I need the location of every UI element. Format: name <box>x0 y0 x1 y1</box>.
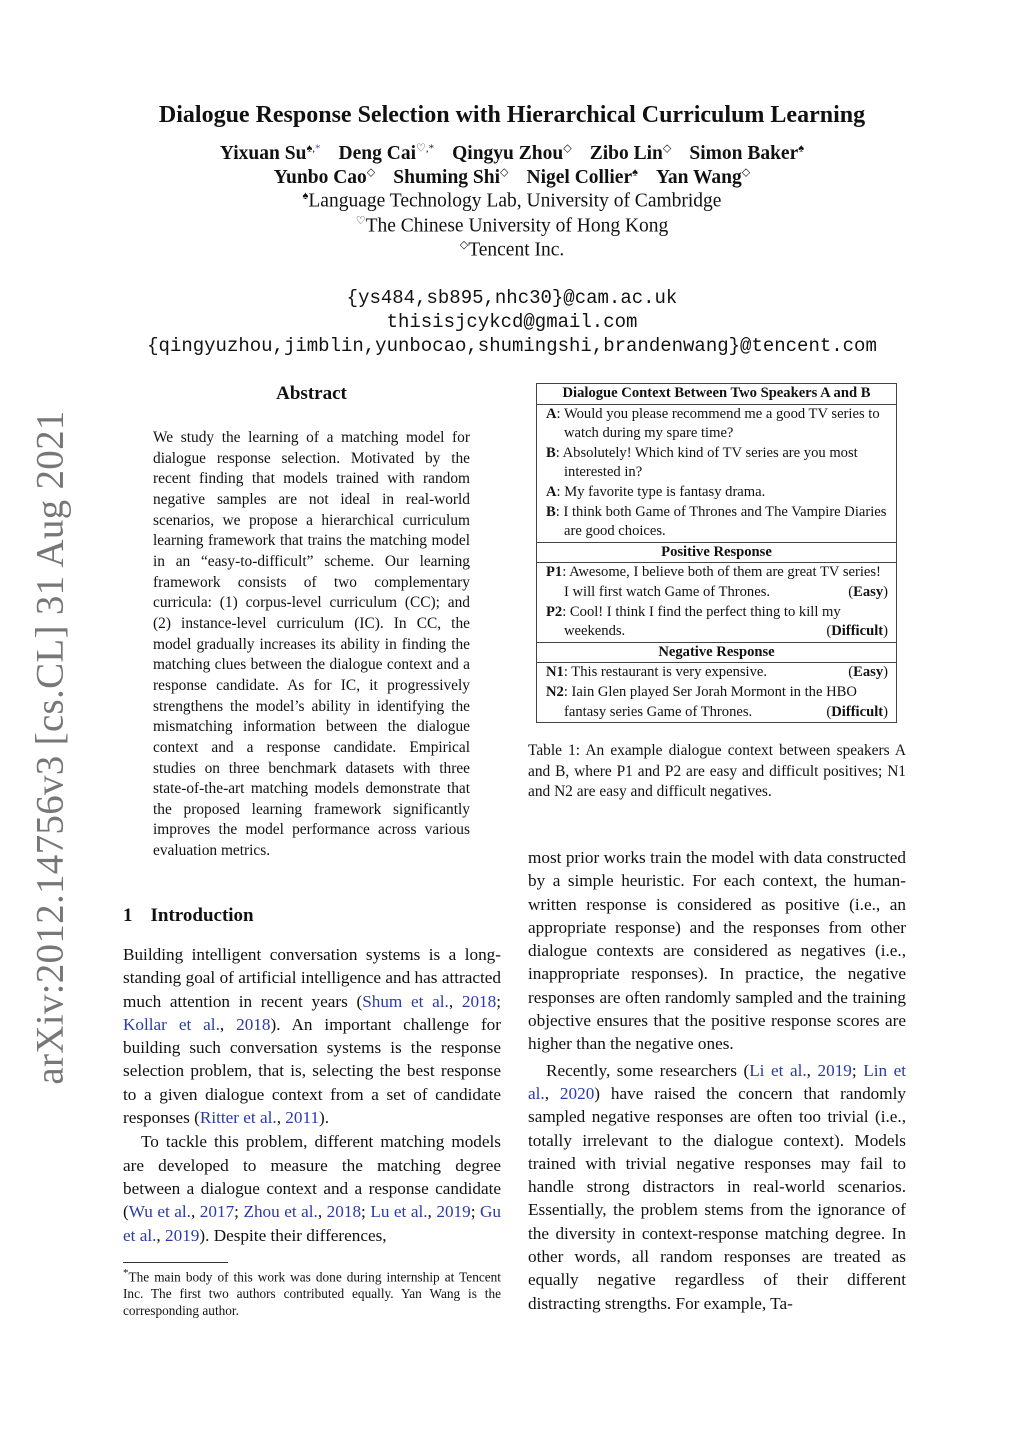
utterance-text: Iain Glen played Ser Jorah Mormont in the HBO fantasy series Game of Thrones. <box>564 683 857 720</box>
author <box>689 143 804 164</box>
table-row: A: My favorite type is fantasy drama. <box>546 483 766 500</box>
section-heading-introduction <box>123 905 254 927</box>
table-row: P2: Cool! I think I find the perfect thing to kill my weekends. (Difficult) <box>546 603 888 642</box>
table-header-positive: Positive Response <box>537 543 896 564</box>
speaker-label: B <box>546 503 556 520</box>
author-name: Nigel Collier <box>526 166 633 188</box>
affiliation-mark: ♠ <box>302 190 309 202</box>
example-table <box>536 383 897 723</box>
speaker-label: P2 <box>546 603 563 620</box>
utterance-text: Cool! I think I find the perfect thing to kill my weekends. <box>564 603 841 640</box>
author-name: Zibo Lin <box>589 142 663 164</box>
author-affiliation-mark: ◇ <box>366 166 376 178</box>
footnote-text: The main body of this work was done during internship at Tencent Inc. The first two authors contributed equally. Yan Wang is the corresponding author. <box>123 1269 501 1319</box>
difficulty-level: Difficult <box>831 623 884 640</box>
utterance-text: Awesome, I believe both of them are great TV series! I will first watch Game of Thrones. <box>564 564 881 600</box>
abstract-text: We study the learning of a matching model for dialogue response selection. Motivated by the recent finding that models trained with random negative samples are not ideal in real-world scenarios, we propose a hierarchical curriculum learning framework that trains the matching model in an “easy-to-difficult” scheme. Our learning framework consists of two complementary curricula: (1) corpus-level curriculum (CC); and (2) instance-level curriculum (IC). In CC, the model gradually increases its ability in finding the matching clues between the dialogue context and a response candidate. As for IC, it progressively strengthens the model’s ability in identifying the mismatching information between the dialogue context and a response candidate. Empirical studies on three benchmark datasets with three state-of-the-art matching models demonstrate that the proposed learning framework significantly improves the model performance across various evaluation metrics. <box>153 429 470 860</box>
author <box>590 143 672 164</box>
author-name: Yixuan Su <box>219 142 307 164</box>
email-cuhk: thisisjcykcd@gmail.com <box>386 311 638 333</box>
table-row: A: Would you please recommend me a good TV series to watch during my spare time? <box>546 405 880 442</box>
author-name: Shuming Shi <box>393 166 501 188</box>
difficulty-label: (Easy) <box>848 664 888 681</box>
difficulty-label: (Easy) <box>848 583 888 600</box>
table-header-context: Dialogue Context Between Two Speakers A and B <box>537 384 896 405</box>
author-list-line-1 <box>0 141 1024 165</box>
affiliation-text: Tencent Inc. <box>468 239 565 261</box>
table-row: N1: This restaurant is very expensive. (Easy) <box>546 663 888 683</box>
utterance-text: My favorite type is fantasy drama. <box>564 483 766 500</box>
table-row: N2: Iain Glen played Ser Jorah Mormont in the HBO fantasy series Game of Thrones. (Difficult) <box>546 683 888 722</box>
citation-link[interactable]: Wu et al. <box>128 1202 191 1222</box>
citation-link[interactable]: Shum et al. <box>362 991 449 1011</box>
footnote <box>123 1265 501 1320</box>
arxiv-identifier: arXiv:2012.14756v3 [cs.CL] 31 Aug 2021 <box>28 410 72 1085</box>
difficulty-label: (Difficult) <box>826 703 888 720</box>
affiliation-cambridge <box>0 190 1024 213</box>
author-affiliation-mark: ◇ <box>741 166 751 178</box>
table-caption: Table 1: An example dialogue context between speakers A and B, where P1 and P2 are easy and difficult positives; N1 and N2 are easy and difficult negatives. <box>528 742 906 801</box>
positive-section <box>537 563 896 642</box>
section-number: 1 <box>123 905 133 926</box>
author-name: Qingyu Zhou <box>452 142 564 164</box>
section-title: Introduction <box>150 905 254 926</box>
speaker-label: B <box>546 444 556 461</box>
citation-link[interactable]: Gu et al. <box>123 1202 502 1245</box>
citation-link[interactable]: 2018 <box>461 991 497 1011</box>
citation-link[interactable]: 2018 <box>236 1014 271 1034</box>
abstract-heading: Abstract <box>276 383 347 404</box>
citation-link[interactable]: Zhou et al. <box>243 1202 318 1222</box>
table-row: B: Absolutely! Which kind of TV series are you most interested in? <box>546 444 858 481</box>
citation-link[interactable]: 2019 <box>817 1060 852 1080</box>
speaker-label: A <box>546 483 557 500</box>
left-column-body <box>123 943 501 1247</box>
speaker-label: N1 <box>546 664 564 681</box>
paragraph: Recently, some researchers (Li et al., 2019; Lin et al., 2020) have raised the concern that randomly sampled negative responses are often too trivial (i.e., totally irrelevant to the dialogue context). Models trained with trivial negative responses may fail to handle strong distractors in real-world scenarios. Essentially, the problem stems from the ignorance of the diversity in context-response matching degree. In other words, all random responses are treated as equally negative regardless of their different distracting strengths. For example, Ta- <box>528 1060 907 1313</box>
citation-link[interactable]: 2017 <box>199 1202 235 1222</box>
utterance-text: This restaurant is very expensive. <box>571 664 768 681</box>
citation-link[interactable]: Lu et al. <box>370 1202 428 1222</box>
difficulty-label: (Difficult) <box>826 623 888 640</box>
footnote-divider <box>123 1262 228 1263</box>
speaker-label: P1 <box>546 564 563 581</box>
author <box>452 143 572 164</box>
footnote-mark: * <box>123 1267 129 1279</box>
paper-title: Dialogue Response Selection with Hierarchical Curriculum Learning <box>158 102 866 128</box>
citation-link[interactable]: 2018 <box>326 1202 362 1222</box>
utterance-text: I think both Game of Thrones and The Vampire Diaries are good choices. <box>563 503 887 540</box>
paragraph: Building intelligent conversation systems is a long-standing goal of artificial intelligence and has attracted much attention in recent years (Shum et al., 2018; Kollar et al., 2018). An important challenge for building such conversation systems is the response selection problem, that is, selecting the best response to a given dialogue context from a set of candidate responses (Ritter et al., 2011). <box>123 945 502 1128</box>
author <box>656 167 750 188</box>
affiliation-tencent <box>0 238 1024 262</box>
citation-link[interactable]: Ritter et al. <box>199 1108 277 1128</box>
author-affiliation-mark: ♠ <box>632 166 638 178</box>
author <box>393 167 508 188</box>
author-affiliation-mark: ◇ <box>662 142 672 154</box>
affiliation-cuhk <box>0 214 1024 238</box>
citation-link[interactable]: Lin et al. <box>528 1060 907 1103</box>
affiliation-text: The Chinese University of Hong Kong <box>365 215 669 237</box>
citation-link[interactable]: Kollar et al. <box>123 1014 220 1034</box>
difficulty-level: Easy <box>853 583 884 600</box>
speaker-label: N2 <box>546 683 564 700</box>
difficulty-level: Easy <box>853 664 884 681</box>
citation-link[interactable]: 2019 <box>165 1225 200 1245</box>
affiliation-text: Language Technology Lab, University of Cambridge <box>308 190 722 212</box>
author <box>220 143 321 164</box>
author-name: Deng Cai <box>338 142 416 164</box>
table-header-negative: Negative Response <box>537 643 896 664</box>
email-tencent: {qingyuzhou,jimblin,yunbocao,shumingshi,brandenwang}@tencent.com <box>147 335 877 357</box>
affiliation-mark: ♡ <box>355 215 366 227</box>
author-affiliation-mark: ♠ <box>798 142 805 154</box>
citation-link[interactable]: 2020 <box>559 1083 595 1103</box>
right-column-body <box>528 846 906 1315</box>
author-affiliation-mark: ◇ <box>500 166 509 178</box>
author-list-line-2 <box>0 165 1024 189</box>
email-cambridge: {ys484,sb895,nhc30}@cam.ac.uk <box>346 287 678 309</box>
author-name: Yunbo Cao <box>273 166 367 188</box>
table-row: B: I think both Game of Thrones and The Vampire Diaries are good choices. <box>546 503 887 540</box>
equal-contribution-mark: * <box>315 142 321 154</box>
paragraph: To tackle this problem, different matching models are developed to measure the matching degree between a dialogue context and a response candidate (Wu et al., 2017; Zhou et al., 2018; Lu et al., 2019; Gu et al., 2019). Despite their differences, <box>123 1132 502 1245</box>
author-affiliation-mark: ♡,* <box>416 142 435 154</box>
speaker-label: A <box>546 405 557 422</box>
citation-link[interactable]: 2011 <box>285 1108 320 1128</box>
utterance-text: Would you please recommend me a good TV series to watch during my spare time? <box>564 405 880 442</box>
author-name: Yan Wang <box>655 166 742 188</box>
table-row: P1: Awesome, I believe both of them are great TV series! I will first watch Game of Thrones. (Easy) <box>546 563 888 602</box>
paragraph: most prior works train the model with data constructed by a simple heuristic. For each context, the human-written response is considered as positive (i.e., an appropriate response) and the responses from other dialogue contexts are considered as negatives (i.e., inappropriate responses). In practice, the negative responses are often randomly sampled and the training objective ensures that the positive response scores are higher than the negative ones. <box>528 848 906 1054</box>
context-section <box>537 405 896 543</box>
citation-link[interactable]: Li et al. <box>749 1060 807 1080</box>
author <box>339 143 435 164</box>
negative-section <box>537 663 896 722</box>
utterance-text: Absolutely! Which kind of TV series are you most interested in? <box>562 444 858 481</box>
author <box>527 167 638 188</box>
author-name: Simon Baker <box>689 142 799 164</box>
difficulty-level: Difficult <box>831 703 884 720</box>
affiliation-mark: ◇ <box>459 239 469 251</box>
author-affiliation-mark: ◇ <box>563 142 572 154</box>
author <box>274 167 376 188</box>
citation-link[interactable]: 2019 <box>436 1202 471 1222</box>
author-affiliation-mark: ♠,* <box>306 142 321 154</box>
